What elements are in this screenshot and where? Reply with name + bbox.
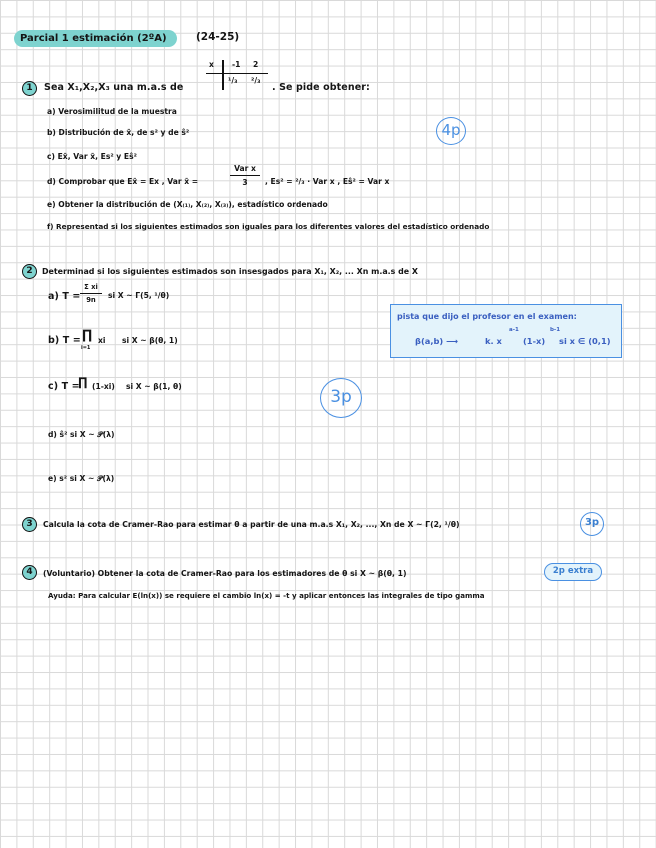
probability-table	[202, 60, 268, 96]
q1-item-d: d) Comprobar que Ex̄ = Ex , Var x̄ =	[47, 177, 199, 186]
question-3-number: 3	[22, 517, 37, 532]
table-var: x	[209, 60, 214, 69]
q1-item-d-tail: , Es² = ²/₃ · Var x , Eŝ² = Var x	[265, 177, 390, 186]
q2-item-d: d) ŝ² si X ~ 𝒫(λ)	[48, 430, 115, 439]
hint-formula-exp1: a-1	[509, 327, 519, 333]
q2-points-badge: 3p	[320, 378, 362, 418]
question-1-intro: Sea X₁,X₂,X₃ una m.a.s de	[44, 82, 184, 93]
question-1-outro: . Se pide obtener:	[272, 82, 370, 93]
page-title: Parcial 1 estimación (2ºA)	[14, 30, 177, 47]
q2-c-label: c) T =	[48, 381, 80, 392]
professor-hint-box	[390, 304, 622, 358]
q2-c-term: (1-xi)	[92, 382, 115, 391]
q2-item-e: e) s² si X ~ 𝒫(λ)	[48, 474, 115, 483]
q1-points-badge: 4p	[436, 117, 466, 145]
question-4-help: Ayuda: Para calcular E(ln(x)) se requiere el cambio ln(x) = -t y aplicar entonces las integrales de tipo gamma	[48, 591, 485, 600]
table-prob-2: ²/₃	[251, 76, 261, 85]
table-vline	[222, 60, 224, 90]
hint-formula-exp2: b-1	[550, 327, 561, 333]
q1-item-b: b) Distribución de x̄, de s² y de ŝ²	[47, 128, 190, 137]
academic-year: (24-25)	[196, 31, 240, 43]
q2-b-label: b) T =	[48, 335, 81, 346]
q1-d-frac-bar	[230, 175, 260, 176]
hint-formula-k: k. x	[485, 336, 502, 346]
q1-item-a: a) Verosimilitud de la muestra	[47, 107, 177, 116]
hint-title: pista que dijo el profesor en el examen:	[397, 312, 577, 321]
q2-a-frac-bar	[80, 293, 102, 294]
q1-item-c: c) Ex̄, Var x̄, Es² y Eŝ²	[47, 152, 137, 161]
table-value-2: 2	[253, 60, 259, 69]
q2-b-term: xi	[98, 336, 106, 345]
q3-points-badge: 3p	[580, 512, 604, 536]
q2-a-dist: si X ~ Γ(5, ¹/θ)	[108, 291, 170, 300]
table-prob-1: ¹/₃	[228, 76, 238, 85]
question-4-text: (Voluntario) Obtener la cota de Cramer-Rao para los estimadores de θ si X ~ β(θ, 1)	[43, 569, 407, 578]
q2-a-num: Σ xi	[84, 283, 98, 291]
q2-b-product: ∏	[82, 328, 93, 343]
question-2-number: 2	[22, 264, 37, 279]
table-hline	[206, 73, 268, 74]
q1-d-frac-num: Var x	[234, 164, 256, 173]
question-1-number: 1	[22, 81, 37, 96]
q2-c-dist: si X ~ β(1, θ)	[126, 382, 182, 391]
q1-item-f: f) Representad si los siguientes estimados son iguales para los diferentes valores del estadístico ordenado	[47, 222, 490, 231]
q1-item-e: e) Obtener la distribución de (X₍₁₎, X₍₂₎, X₍₃₎), estadístico ordenado	[47, 200, 328, 209]
table-value-1: -1	[232, 60, 241, 69]
question-4-number: 4	[22, 565, 37, 580]
hint-formula-left: β(a,b) ⟶	[415, 336, 458, 346]
q2-c-product: ∏	[78, 375, 88, 389]
q2-a-label: a) T =	[48, 291, 81, 302]
question-2-intro: Determinad si los siguientes estimados son insesgados para X₁, X₂, ... Xn m.a.s de X	[42, 267, 418, 276]
q2-b-range: i=1	[81, 345, 91, 351]
q4-extra-points-badge: 2p extra	[544, 563, 602, 581]
q2-a-den: 9n	[86, 296, 96, 304]
q2-b-dist: si X ~ β(θ, 1)	[122, 336, 178, 345]
hint-formula-mid: (1-x)	[523, 336, 546, 346]
question-3-text: Calcula la cota de Cramer-Rao para estimar θ a partir de una m.a.s X₁, X₂, ..., Xn de X ~ Γ(2, ¹/θ)	[43, 520, 460, 529]
hint-formula-right: si x ∈ (0,1)	[559, 336, 611, 346]
q1-d-frac-den: 3	[242, 178, 248, 187]
